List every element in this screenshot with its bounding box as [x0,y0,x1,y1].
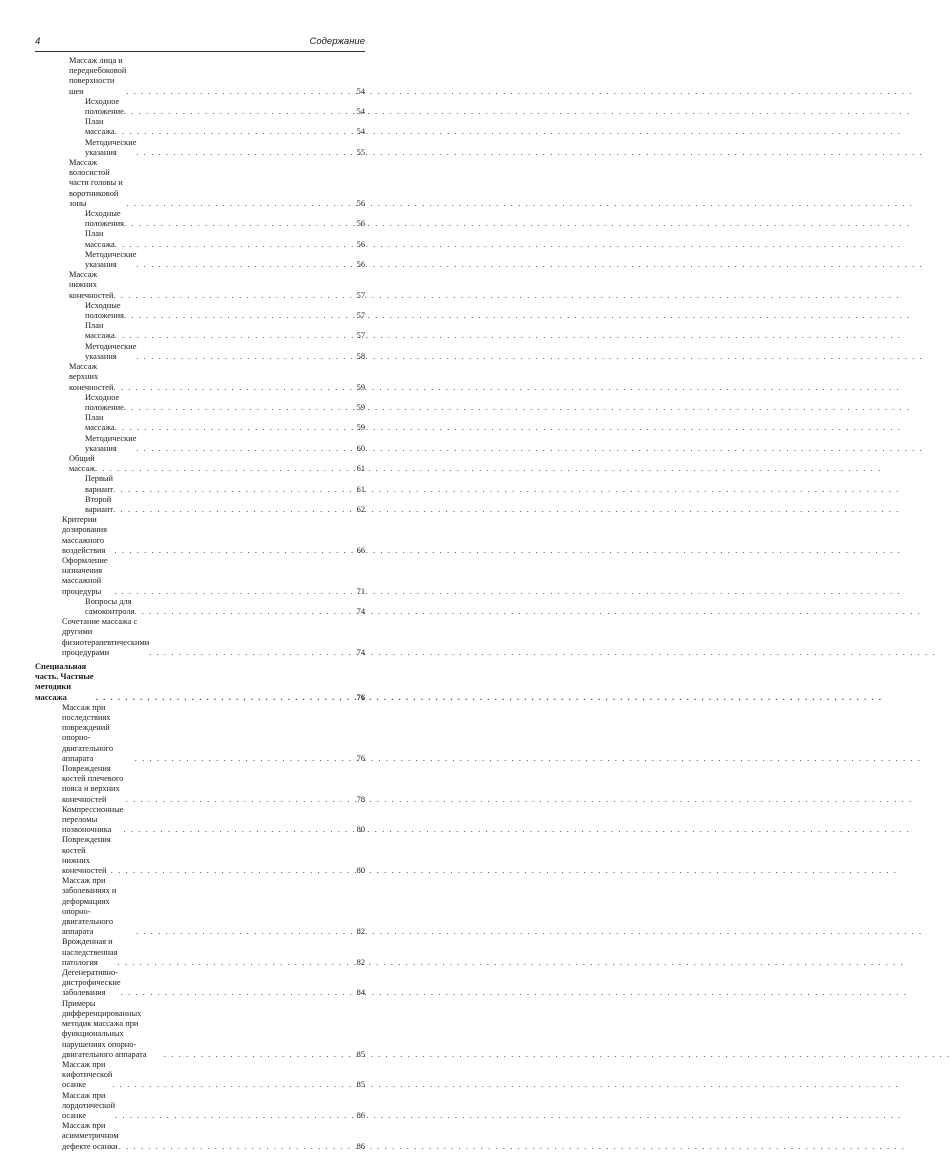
toc-entry [35,662,365,703]
toc-entry-title: Повреждения костей плечевого пояса и верхних конечностей [62,764,124,804]
toc-entry-title: Критерии дозирования массажного воздействия [62,515,107,555]
toc-leader-dots [124,311,356,321]
toc-entry [85,250,365,270]
toc-entry-title: Исходные положения [85,209,124,229]
toc-entry-title: Массаж при асимметричном дефекте осанки [62,1121,119,1151]
toc-entry [69,158,365,209]
header-rule [35,51,365,52]
toc-entry [85,342,365,362]
toc-entry [62,1091,365,1122]
toc-leader-dots [124,403,356,413]
toc-leader-dots [113,505,356,515]
toc-leader-dots [119,1142,356,1152]
toc-entry [85,117,365,137]
toc-leader-dots [127,199,356,209]
toc-entry [69,270,365,301]
toc-leader-dots [136,927,356,937]
toc-entry [85,597,365,617]
page-number: 4 [35,36,41,47]
toc-leader-dots [126,87,355,97]
toc-entry-title: Массаж лица и переднебоковой поверхности шеи [69,56,127,96]
toc-entry-page: 71 [356,586,365,596]
toc-entry-title: Компрессионные переломы позвоночника [62,804,124,835]
toc-entry [85,413,365,433]
page-header [35,36,365,50]
toc-leader-dots [149,648,355,658]
toc-entry-page: 54 [356,127,365,137]
toc-entry [85,495,365,515]
toc-entry-page: 66 [356,545,365,555]
toc-entry-page: 86 [356,1141,365,1151]
toc-entry [69,56,365,97]
toc-entry [62,515,365,556]
toc-entry-page: 86 [356,1110,365,1120]
toc-entry-title: Исходное положение [85,96,124,117]
toc-entry [62,968,365,999]
toc-entry [62,1060,365,1091]
toc-entry [85,321,365,341]
toc-entry-page: 80 [356,866,365,876]
toc-entry-page: 61 [356,484,365,494]
toc-entry-page: 82 [356,957,365,967]
toc-entry-page: 56 [356,219,365,229]
toc-entry [62,617,365,658]
toc-leader-dots [124,825,356,835]
toc-entry-page: 59 [356,423,365,433]
toc-entry-title: Первый вариант [85,474,114,494]
toc-leader-dots [114,587,355,597]
toc-leader-dots [95,464,356,474]
toc-entry [85,474,365,494]
toc-leader-dots [113,291,355,301]
toc-leader-dots [117,958,355,968]
toc-leader-dots [113,383,355,393]
toc-entry [62,805,365,836]
toc-entry-title: План массажа [85,321,115,341]
toc-entry-page: 85 [356,1080,365,1090]
toc-leader-dots [115,546,356,556]
toc-entry-page: 56 [356,239,365,249]
toc-entry-title: Врожденная и наследственная патология [62,937,118,967]
toc-entry [62,937,365,968]
toc-entry-page: 57 [356,331,365,341]
toc-entry-title: Массаж нижних конечностей [69,270,114,300]
toc-entry [62,703,365,764]
toc-entry [85,97,365,117]
toc-entry-title: Повреждения костей нижних конечностей [62,835,111,876]
toc-entry-page: 80 [356,825,365,835]
toc-entry-title: Массаж при заболеваниях и деформациях опорно-двигательного аппарата [62,876,117,937]
toc-entry [85,229,365,249]
toc-entry-page: 76 [356,753,365,763]
toc-entry [62,876,365,937]
toc-entry-title: Методические указания [85,433,137,453]
toc-leader-dots [115,423,356,433]
toc-entry [85,209,365,229]
toc-entry-title: Оформление назначения массажной процедуры [62,555,108,596]
toc-entry [62,835,365,876]
toc-entry-title: Дегенеративно-дистрофические заболевания [62,968,121,998]
toc-entry [85,393,365,413]
toc-entry-page: 85 [356,1049,365,1059]
toc-entry [62,556,365,597]
toc-leader-dots [115,240,356,250]
toc-leader-dots [115,331,356,341]
toc-entry-title: Массаж верхних конечностей [69,362,114,392]
toc-leader-dots [115,127,356,137]
toc-leader-dots [134,607,355,617]
toc-entry-title: Примеры дифференцированных методик массажа при функциональных нарушениях опорно-двигательного аппарата [62,998,147,1059]
toc-entry-title: Массаж при лордотической осанке [62,1090,116,1120]
toc-entry-page: 59 [356,382,365,392]
toc-entry [85,301,365,321]
toc-leader-dots [96,693,356,703]
toc-entry-title: Массаж при последствиях повреждений опорно-двигательного аппарата [62,702,114,763]
toc-entry-title: Второй вариант [85,494,114,514]
toc-leader-dots [113,485,356,495]
toc-entry [62,1121,365,1152]
toc-entry-title: Специальная часть. Частные методики массажа [35,661,94,702]
toc-leader-dots [136,444,355,454]
toc-entry [69,454,365,474]
toc-entry-title: План массажа [85,413,115,433]
toc-entry-page: 57 [356,290,365,300]
toc-entry-title: Массаж волосистой части головы и воротниковой зоны [69,158,123,208]
toc-entry-title: План массажа [85,229,115,249]
toc-entry [69,362,365,393]
toc-entry-page: 55 [356,147,365,157]
toc-entry-page: 60 [356,443,365,453]
toc-entry-title: Методические указания [85,137,137,157]
toc-entry-page: 56 [356,260,365,270]
toc-leader-dots [136,148,355,158]
toc-entry-title: Методические указания [85,341,137,361]
toc-entry [85,434,365,454]
toc-entry-page: 76 [356,692,365,702]
toc-leader-dots [111,866,356,876]
toc-entry-title: Вопросы для самоконтроля [85,596,135,616]
toc-entry-page: 74 [356,647,365,657]
toc-leader-dots [136,352,355,362]
toc-entry-page: 84 [356,988,365,998]
toc-entry-page: 54 [356,86,365,96]
toc-leader-dots [112,1080,355,1090]
toc-leader-dots [126,795,356,805]
toc-leader-dots [121,988,356,998]
toc-entry-page: 59 [356,402,365,412]
toc-leader-dots [124,219,356,229]
toc-leader-dots [115,1111,356,1121]
toc-entry-page: 56 [356,198,365,208]
toc-entry-title: Исходные положения [85,300,124,321]
toc-entry [62,764,365,805]
toc-entry-page: 82 [356,927,365,937]
toc-entry-page: 74 [356,606,365,616]
toc-entry-page: 61 [356,464,365,474]
toc-entry-title: План массажа [85,117,115,137]
toc-entry-title: Исходное положение [85,392,124,412]
toc-entry-page: 78 [356,794,365,804]
table-of-contents [35,56,365,1152]
toc-entry-title: Сочетание массажа с другими физиотерапевтическими процедурами [62,617,150,657]
toc-leader-dots [135,754,356,764]
running-title: Содержание [309,36,365,47]
toc-entry-page: 54 [356,107,365,117]
toc-entry-page: 57 [356,311,365,321]
toc-entry-page: 62 [356,504,365,514]
toc-leader-dots [164,1050,356,1060]
toc-entry-title: Методические указания [85,249,137,270]
toc-leader-dots [124,107,356,117]
toc-entry [85,138,365,158]
toc-entry-page: 58 [356,351,365,361]
toc-entry [62,999,365,1060]
toc-entry-title: Общий массаж [69,453,96,474]
toc-leader-dots [136,260,355,270]
toc-entry-title: Массаж при кифотической осанке [62,1059,113,1090]
